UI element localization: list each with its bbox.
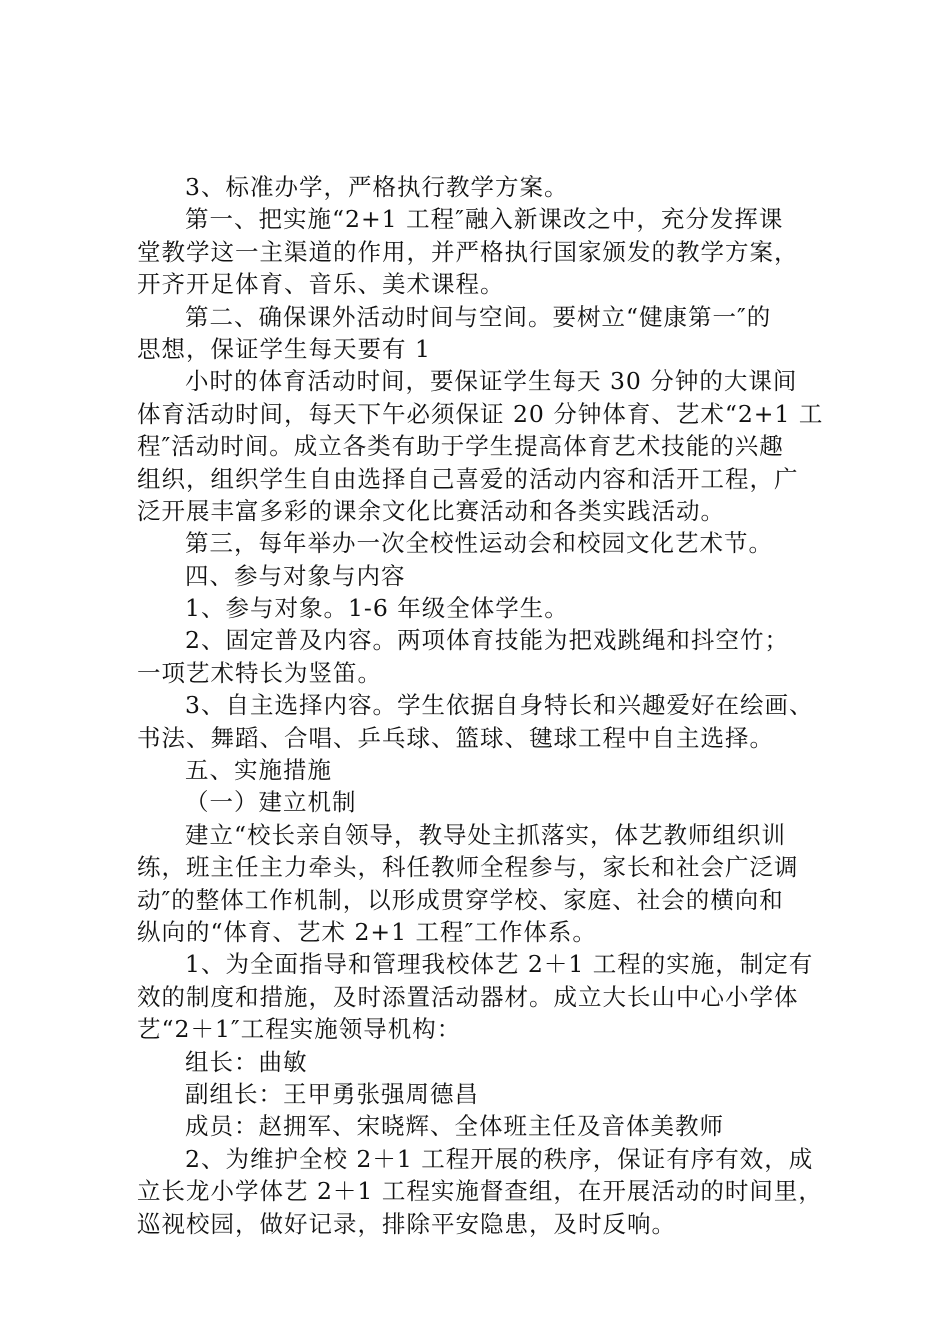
document-body: [137, 171, 827, 1240]
text-line: 体育活动时间，每天下午必须保证 20 分钟体育、艺术“2+1 工: [137, 399, 824, 428]
text-line: 建立“校长亲自领导，教导处主抓落实，体艺教师组织训: [185, 820, 787, 849]
text-line: 思想，保证学生每天要有 1: [137, 334, 431, 363]
text-line: 巡视校园，做好记录，排除平安隐患，及时反响。: [137, 1209, 676, 1238]
text-line: 书法、舞蹈、合唱、乒乓球、篮球、毽球工程中自主选择。: [137, 723, 774, 752]
text-line: 组长：曲敏: [185, 1047, 308, 1076]
text-line: 开齐开足体育、音乐、美术课程。: [137, 270, 505, 299]
text-line: 程″活动时间。成立各类有助于学生提高体育艺术技能的兴趣: [137, 432, 784, 461]
text-line: 第三，每年举办一次全校性运动会和校园文化艺术节。: [185, 529, 773, 558]
text-line: 小时的体育活动时间，要保证学生每天 30 分钟的大课间: [185, 367, 798, 396]
text-line: 1、参与对象。1-6 年级全体学生。: [185, 594, 569, 623]
text-line: 艺“2＋1″工程实施领导机构：: [137, 1015, 462, 1044]
text-line: 2、固定普及内容。两项体育技能为把戏跳绳和抖空竹；: [185, 626, 789, 655]
text-line: 泛开展丰富多彩的课余文化比赛活动和各类实践活动。: [137, 496, 725, 525]
text-line: 立长龙小学体艺 2＋1 工程实施督查组，在开展活动的时间里，: [137, 1177, 823, 1206]
text-line: （一）建立机制: [185, 788, 357, 817]
text-line: 3、自主选择内容。学生依据自身特长和兴趣爱好在绘画、: [185, 691, 814, 720]
text-line: 动″的整体工作机制，以形成贯穿学校、家庭、社会的横向和: [137, 885, 784, 914]
text-line: 纵向的“体育、艺术 2+1 工程″工作体系。: [137, 917, 597, 946]
text-line: 第一、把实施“2+1 工程″融入新课改之中，充分发挥课: [185, 205, 784, 234]
text-line: 成员：赵拥军、宋晓辉、全体班主任及音体美教师: [185, 1112, 724, 1141]
text-line: 堂教学这一主渠道的作用，并严格执行国家颁发的教学方案，: [137, 237, 799, 266]
text-line: 2、为维护全校 2＋1 工程开展的秩序，保证有序有效，成: [185, 1144, 814, 1173]
text-line: 组织，组织学生自由选择自己喜爱的活动内容和活开工程，广: [137, 464, 799, 493]
text-line: 副组长：王甲勇张强周德昌: [185, 1079, 479, 1108]
text-line: 练，班主任主力牵头，科任教师全程参与，家长和社会广泛调: [137, 853, 799, 882]
text-line: 一项艺术特长为竖笛。: [137, 658, 382, 687]
text-line: 四、参与对象与内容: [185, 561, 406, 590]
text-line: 第二、确保课外活动时间与空间。要树立“健康第一″的: [185, 302, 772, 331]
text-line: 效的制度和措施，及时添置活动器材。成立大长山中心小学体: [137, 982, 799, 1011]
text-line: 1、为全面指导和管理我校体艺 2＋1 工程的实施，制定有: [185, 950, 814, 979]
text-line: 3、标准办学，严格执行教学方案。: [185, 173, 569, 201]
text-line: 五、实施措施: [185, 756, 332, 785]
